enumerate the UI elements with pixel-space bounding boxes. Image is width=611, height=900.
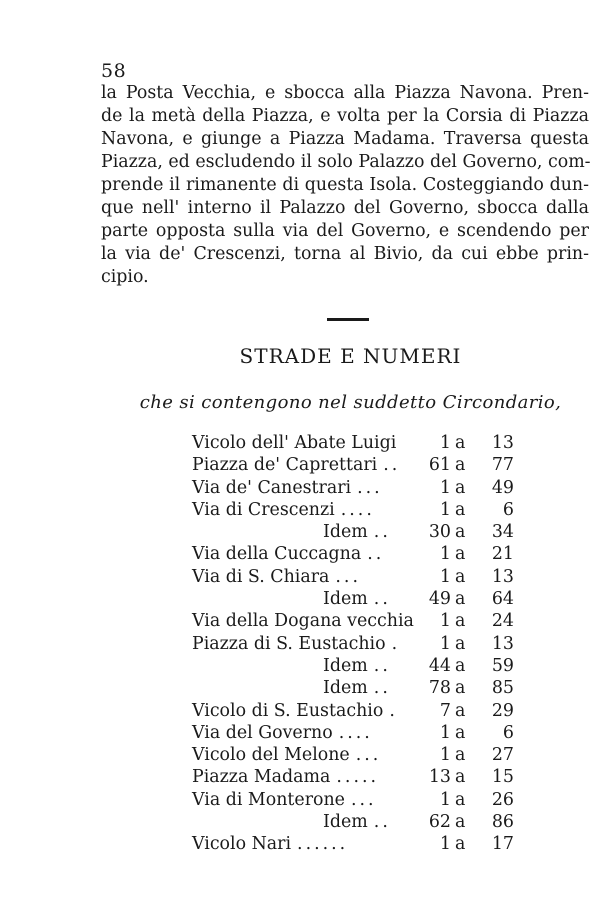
paragraph-line: parte opposta sulla via del Governo, e scendendo per [101, 221, 589, 241]
range-separator: a [455, 566, 466, 587]
street-name-text: Vicolo di S. Eustachio [192, 700, 384, 721]
number-to: 6 [502, 499, 514, 520]
table-row [192, 611, 522, 633]
leader-dots: ... [335, 566, 361, 587]
table-row [192, 767, 522, 789]
street-name-text: Vicolo dell' Abate Luigi [192, 433, 397, 453]
leader-dots: ... [355, 745, 382, 766]
street-name [323, 678, 391, 698]
paragraph-line: la via de' Crescenzi, torna al Bivio, da cui ebbe prin- [101, 244, 589, 264]
number-to: 49 [491, 477, 514, 498]
table-row [192, 790, 522, 812]
number-from: 1 [439, 499, 451, 520]
street-name-text: Via di Monterone [192, 789, 345, 810]
range-separator: a [455, 433, 466, 453]
leader-dots: .... [340, 499, 375, 520]
number-to: 34 [491, 522, 514, 543]
leader-dots: . [389, 700, 398, 721]
range-separator: a [455, 812, 466, 833]
paragraph-line: que nell' interno il Palazzo del Governo, sbocca dalla [101, 198, 589, 218]
paragraph-line: Navona, e giunge a Piazza Madama. Traversa questa [101, 129, 589, 149]
range-separator: a [455, 499, 466, 520]
section-title: STRADE E NUMERI [239, 344, 462, 368]
leader-dots: ... [350, 789, 377, 810]
number-from: 13 [428, 767, 451, 788]
street-name [192, 544, 384, 564]
table-row [192, 634, 522, 656]
street-name [192, 611, 414, 631]
leader-dots: .... [338, 722, 373, 743]
number-from: 1 [439, 477, 451, 498]
number-from: 61 [428, 455, 451, 476]
range-separator: a [455, 834, 466, 855]
number-from: 1 [439, 566, 451, 587]
street-name-text: Piazza de' Caprettari [192, 455, 378, 476]
range-separator: a [455, 722, 466, 743]
street-name [192, 634, 400, 654]
street-name [192, 433, 396, 453]
table-row [192, 567, 522, 589]
number-to: 26 [491, 789, 514, 810]
number-from: 1 [439, 544, 451, 565]
street-name [192, 767, 379, 787]
number-to: 13 [491, 633, 514, 654]
paragraph-line: cipio. [101, 267, 149, 287]
table-row [192, 701, 522, 723]
range-separator: a [455, 700, 466, 721]
street-name [192, 478, 383, 498]
table-row [192, 544, 522, 566]
street-name-text: Vicolo del Melone [192, 745, 350, 766]
street-name [323, 522, 391, 542]
street-name-text: Via del Governo [192, 722, 333, 743]
street-name-text: Via di S. Chiara [192, 566, 330, 587]
street-name [323, 656, 391, 676]
leader-dots: ... [357, 477, 383, 498]
street-name [192, 723, 373, 743]
leader-dots: .. [383, 455, 401, 476]
street-name-text: Idem [323, 812, 368, 833]
table-row [192, 455, 522, 477]
table-row [192, 812, 522, 834]
table-row [192, 433, 522, 455]
number-from: 1 [439, 789, 451, 810]
range-separator: a [455, 678, 466, 699]
number-to: 6 [502, 722, 514, 743]
number-from: 1 [439, 745, 451, 766]
street-name-text: Via della Cuccagna [192, 544, 362, 565]
table-row [192, 745, 522, 767]
section-divider-rule [327, 318, 369, 321]
range-separator: a [455, 522, 466, 543]
table-row [192, 478, 522, 500]
street-name [192, 500, 375, 520]
number-to: 17 [491, 834, 514, 855]
number-from: 49 [428, 589, 451, 610]
street-name-text: Idem [323, 522, 368, 543]
leader-dots: ...... [297, 834, 349, 855]
number-from: 1 [439, 433, 451, 453]
street-name [323, 589, 391, 609]
number-from: 1 [439, 722, 451, 743]
table-row [192, 656, 522, 678]
number-from: 44 [428, 655, 451, 676]
leader-dots: .. [373, 655, 391, 676]
number-to: 59 [491, 655, 514, 676]
street-name-text: Idem [323, 678, 368, 699]
range-separator: a [455, 767, 466, 788]
range-separator: a [455, 589, 466, 610]
range-separator: a [455, 544, 466, 565]
street-name-text: Via della Dogana vecchia [192, 611, 414, 632]
number-from: 1 [439, 611, 451, 632]
street-name [192, 834, 348, 854]
leader-dots: . [391, 633, 401, 654]
range-separator: a [455, 455, 466, 476]
leader-dots: .. [373, 812, 391, 833]
paragraph-line: la Posta Vecchia, e sbocca alla Piazza Navona. Pren- [101, 83, 589, 103]
street-name [192, 745, 381, 765]
street-numbers-table [192, 433, 522, 857]
street-name [323, 812, 391, 832]
street-name-text: Vicolo Nari [192, 834, 292, 855]
street-name-text: Idem [323, 589, 368, 610]
number-from: 1 [439, 633, 451, 654]
table-row [192, 522, 522, 544]
number-from: 62 [428, 812, 451, 833]
range-separator: a [455, 611, 466, 632]
section-subtitle: che si contengono nel suddetto Circondario, [139, 392, 562, 413]
range-separator: a [455, 655, 466, 676]
table-row [192, 834, 522, 856]
street-name [192, 455, 400, 475]
number-to: 29 [491, 700, 514, 721]
street-name-text: Via de' Canestrari [192, 477, 352, 498]
page-number: 58 [101, 60, 127, 82]
paragraph-line: Piazza, ed escludendo il solo Palazzo del Governo, com- [101, 152, 591, 172]
number-to: 85 [491, 678, 514, 699]
street-name-text: Piazza di S. Eustachio [192, 633, 386, 654]
number-from: 7 [439, 700, 451, 721]
leader-dots: .. [373, 522, 391, 543]
street-name [192, 790, 377, 810]
street-name-text: Idem [323, 655, 368, 676]
number-from: 1 [439, 834, 451, 855]
paragraph-line: de la metà della Piazza, e volta per la Corsia di Piazza [101, 106, 589, 126]
paragraph-line: prende il rimanente di questa Isola. Costeggiando dun- [101, 175, 589, 195]
number-to: 13 [491, 566, 514, 587]
street-name-text: Piazza Madama [192, 767, 331, 788]
number-to: 86 [491, 812, 514, 833]
table-row [192, 723, 522, 745]
range-separator: a [455, 633, 466, 654]
table-row [192, 500, 522, 522]
number-from: 78 [428, 678, 451, 699]
body-paragraph [101, 82, 589, 289]
number-to: 13 [491, 433, 514, 453]
number-to: 24 [491, 611, 514, 632]
leader-dots: .. [373, 589, 391, 610]
street-name [192, 701, 398, 721]
range-separator: a [455, 745, 466, 766]
number-from: 30 [428, 522, 451, 543]
leader-dots: ..... [336, 767, 380, 788]
table-row [192, 589, 522, 611]
leader-dots: .. [367, 544, 385, 565]
number-to: 27 [491, 745, 514, 766]
number-to: 64 [491, 589, 514, 610]
street-name-text: Via di Crescenzi [192, 499, 335, 520]
number-to: 15 [491, 767, 514, 788]
leader-dots: .. [373, 678, 391, 699]
range-separator: a [455, 789, 466, 810]
street-name [192, 567, 361, 587]
table-row [192, 678, 522, 700]
number-to: 21 [491, 544, 514, 565]
number-to: 77 [491, 455, 514, 476]
range-separator: a [455, 477, 466, 498]
